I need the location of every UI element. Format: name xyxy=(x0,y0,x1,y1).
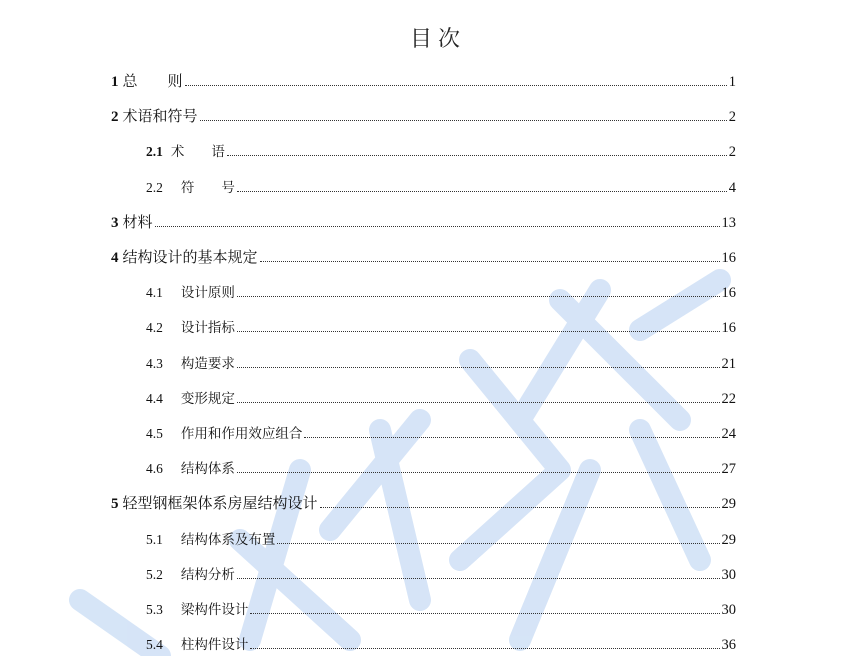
toc-leader-dots xyxy=(237,471,720,473)
toc-entry-number: 4.6 xyxy=(146,461,163,477)
toc-leader-dots xyxy=(250,612,719,614)
toc-entry[interactable] xyxy=(111,492,736,512)
toc-entry-label: 材料 xyxy=(122,212,153,231)
toc-entry-number: 2.1 xyxy=(146,144,163,160)
toc-leader-dots xyxy=(277,542,719,544)
toc-entry-label: 柱构件设计 xyxy=(180,637,249,654)
toc-entry-number: 4 xyxy=(111,250,119,266)
toc-entry-page: 2 xyxy=(728,109,736,126)
toc-entry-page: 30 xyxy=(721,602,736,618)
toc-entry-page: 27 xyxy=(721,461,736,478)
toc-leader-dots xyxy=(260,260,720,262)
toc-entry-page: 24 xyxy=(721,426,736,442)
toc-entry-page: 2 xyxy=(728,144,736,161)
toc-entry-number: 5.4 xyxy=(146,637,163,653)
toc-leader-dots xyxy=(237,295,720,297)
toc-leader-dots xyxy=(304,436,719,438)
toc-entry[interactable] xyxy=(146,387,736,407)
toc-entry[interactable] xyxy=(111,246,736,266)
toc-entry-label: 变形规定 xyxy=(180,390,235,407)
toc-entry-label: 总 则 xyxy=(122,72,183,90)
toc-entry[interactable] xyxy=(111,105,736,125)
page-title: 目次 xyxy=(409,27,466,52)
toc-entry-number: 4.3 xyxy=(146,355,163,371)
toc-entry[interactable] xyxy=(146,176,736,196)
toc-entry-page: 36 xyxy=(721,637,736,654)
toc-leader-dots xyxy=(155,225,720,227)
toc-entry-label: 术 语 xyxy=(170,144,225,161)
toc-entry[interactable] xyxy=(146,352,736,372)
toc-leader-dots xyxy=(200,119,727,121)
toc-leader-dots xyxy=(320,506,720,508)
toc-entry-page: 29 xyxy=(721,531,736,548)
toc-entry-number: 3 xyxy=(111,214,119,231)
toc-entry-label: 结构体系 xyxy=(180,461,235,478)
toc-entry[interactable] xyxy=(146,563,736,583)
toc-entry-number: 2 xyxy=(111,109,119,126)
toc-leader-dots xyxy=(227,154,727,156)
toc-entry-page: 16 xyxy=(721,320,736,337)
toc-entry[interactable] xyxy=(111,211,736,231)
toc-entry-label: 构造要求 xyxy=(180,355,235,372)
toc-entry-number: 5.1 xyxy=(146,531,163,547)
toc-entry[interactable] xyxy=(146,528,736,548)
toc-entry-label: 设计指标 xyxy=(180,320,235,337)
toc-entry-number: 4.4 xyxy=(146,390,163,406)
toc-entry[interactable] xyxy=(146,457,736,477)
toc-entry-page: 16 xyxy=(721,250,736,266)
toc-entry-page: 1 xyxy=(728,74,736,90)
toc-entry-number: 4.2 xyxy=(146,320,163,336)
toc-entry-label: 作用和作用效应组合 xyxy=(180,426,303,442)
toc-entry-page: 16 xyxy=(721,285,736,302)
toc-entry-number: 5.3 xyxy=(146,602,163,617)
toc-entry-page: 22 xyxy=(721,390,736,407)
toc-entry-label: 结构分析 xyxy=(180,566,235,583)
toc-entry[interactable] xyxy=(146,633,736,653)
toc-entry-number: 2.2 xyxy=(146,179,163,195)
toc-entry[interactable] xyxy=(146,422,736,442)
toc-leader-dots xyxy=(237,190,727,192)
toc-entry-page: 13 xyxy=(721,214,736,231)
toc-entry[interactable] xyxy=(146,281,736,301)
toc-entry-page: 4 xyxy=(728,179,736,196)
toc-entry-label: 术语和符号 xyxy=(122,107,198,126)
toc-entry-label: 符 号 xyxy=(180,179,235,196)
toc-entry[interactable] xyxy=(146,140,736,160)
toc-entry-number: 5.2 xyxy=(146,566,163,582)
toc-entry-label: 设计原则 xyxy=(180,285,235,302)
toc-entry-page: 30 xyxy=(721,566,736,583)
toc-entry-label: 结构体系及布置 xyxy=(180,531,276,548)
toc-entry-label: 梁构件设计 xyxy=(180,602,249,618)
toc-entry-page: 21 xyxy=(721,355,736,372)
toc-leader-dots xyxy=(237,366,720,368)
toc-leader-dots xyxy=(185,84,727,86)
toc-leader-dots xyxy=(237,577,720,579)
toc-leader-dots xyxy=(250,647,719,649)
toc-leader-dots xyxy=(237,330,720,332)
toc-leader-dots xyxy=(237,401,720,403)
toc-entry-page: 29 xyxy=(721,496,736,513)
toc-entry-number: 4.5 xyxy=(146,426,163,441)
toc-entry[interactable] xyxy=(111,70,736,90)
toc-entry-label: 轻型钢框架体系房屋结构设计 xyxy=(122,494,318,513)
toc-entry-number: 5 xyxy=(111,496,119,513)
toc-entry-number: 1 xyxy=(111,74,119,90)
toc-entry[interactable] xyxy=(146,316,736,336)
toc-entry-label: 结构设计的基本规定 xyxy=(122,248,258,266)
toc-entry-number: 4.1 xyxy=(146,285,163,301)
toc-entry[interactable] xyxy=(146,598,736,618)
